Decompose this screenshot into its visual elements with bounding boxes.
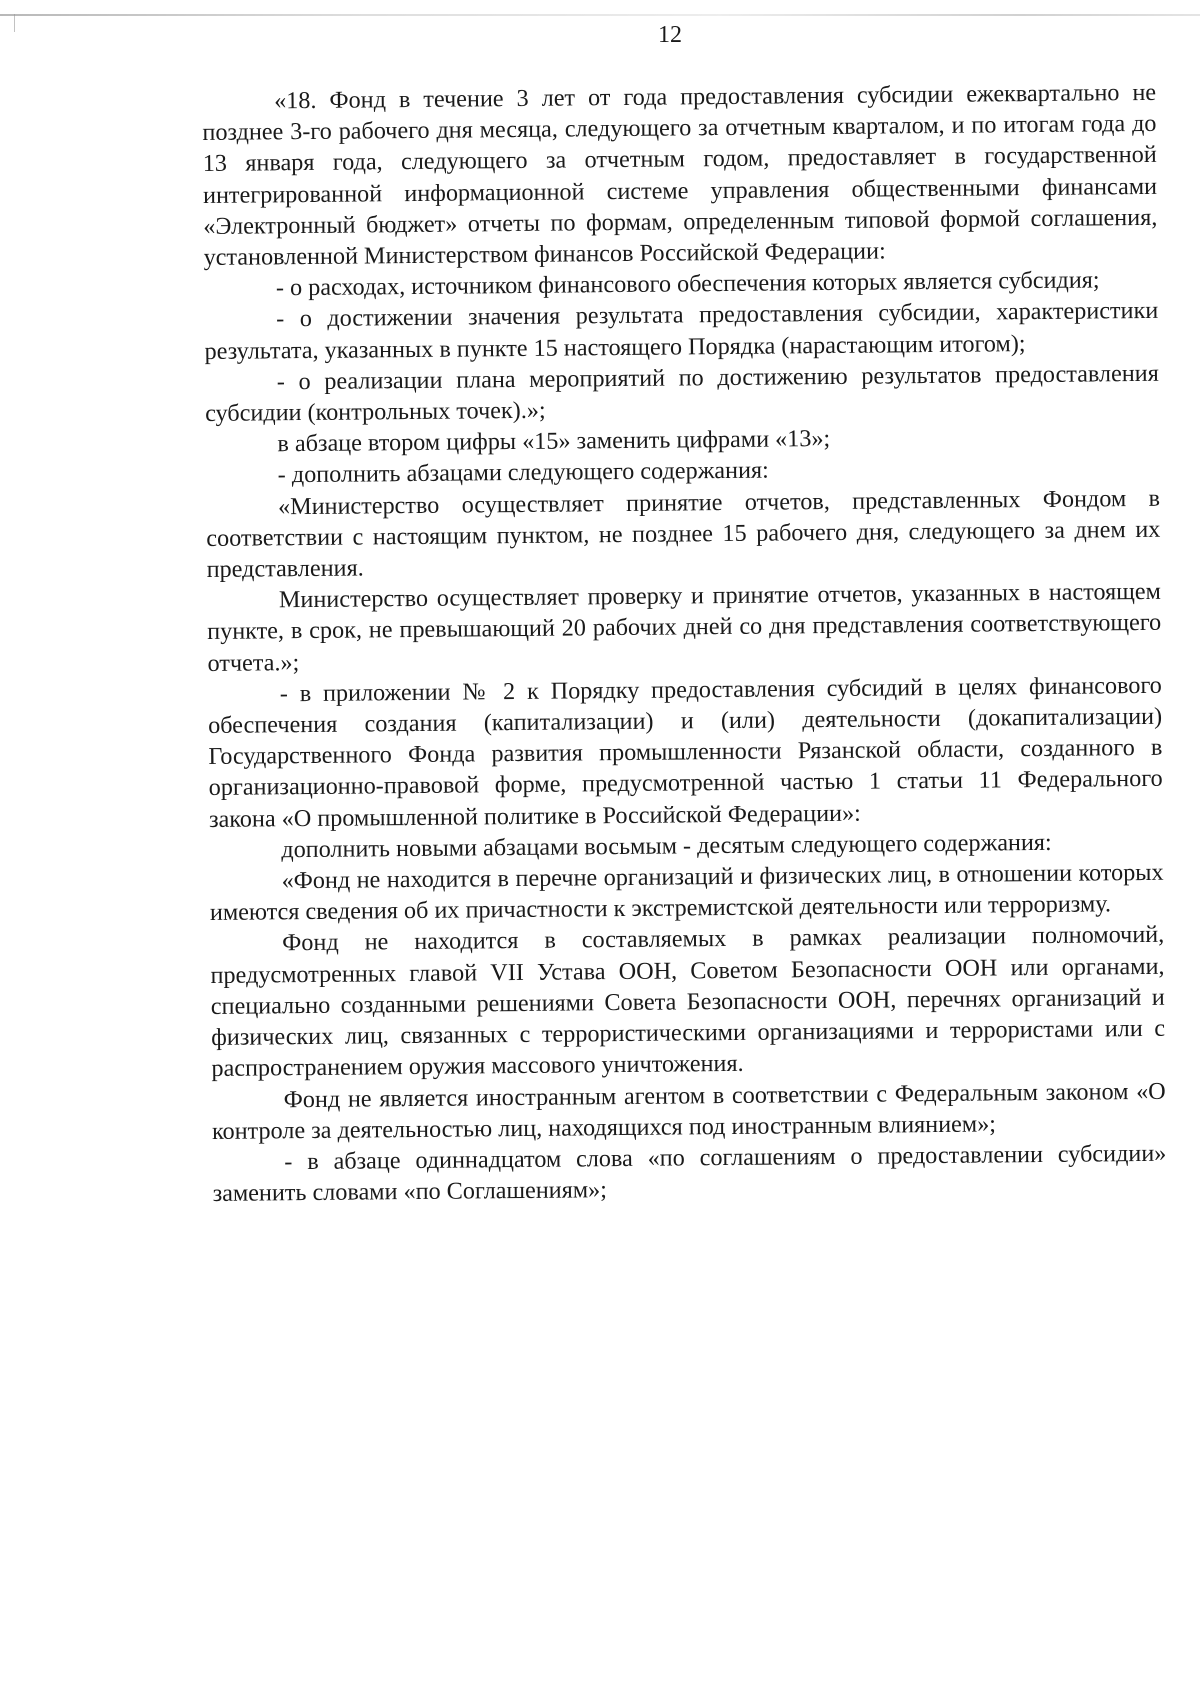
paragraph-eleventh-clause: - в абзаце одиннадцатом слова «по соглашениям о предоставлении субсидии» заменить словами «по Соглашениям»; (212, 1139, 1167, 1208)
paragraph-item-18-intro: «18. Фонд в течение 3 лет от года предоставления субсидии ежеквартально не позднее 3-го рабочего дня месяца, следующего за отчетным кварталом, и по итогам года до 13 января года, следующего за отчетным годом, предоставляет в государственной интегрированной информационной системе управления общественными финансами «Электронный бюджет» отчеты по формам, определенным типовой формой соглашения, установленной Министерством финансов Российской Федерации: (202, 78, 1158, 272)
paragraph-report-expenses: - о расходах, источником финансового обеспечения которых является субсидия; (275, 266, 1100, 302)
paragraph-report-plan: - о реализации плана мероприятий по достижению результатов предоставления субсидии (контрольных точек).»; (205, 359, 1159, 428)
paragraph-foreign-agent: Фонд не является иностранным агентом в соответствии с Федеральным законом «О контроле за деятельностью лиц, находящихся под иностранным влиянием»; (211, 1077, 1166, 1145)
paragraph-replace-digits: в абзаце втором цифры «15» заменить цифрами «13»; (277, 425, 831, 458)
paragraph-report-result: - о достижении значения результата предоставления субсидии, характеристики результата, указанных в пункте 15 настоящего Порядка (нарастающим итогом); (204, 297, 1159, 365)
paragraph-appendix-2: - в приложении № 2 к Порядку предоставления субсидий в целях финансового обеспечения создания (капитализации) и (или) деятельности (докапитализации) Государственного Фонда развития промышленности Рязанской области, созданного в организационно-правовой форме, предусмотренной частью 1 статьи 11 Федерального закона «О промышленной политике в Российской Федерации»: (208, 671, 1163, 833)
scan-edge-top (0, 14, 1200, 16)
paragraph-ministry-acceptance: «Министерство осуществляет принятие отчетов, представленных Фондом в соответствии с настоящим пунктом, не позднее 15 рабочего дня, следующего за днем их представления. (206, 484, 1161, 584)
paragraph-ministry-verification: Министерство осуществляет проверку и принятие отчетов, указанных в настоящем пункте, в срок, не превышающий 20 рабочих дней со дня представления соответствующего отчета.»; (207, 578, 1162, 677)
paragraph-add-clauses: - дополнить абзацами следующего содержания: (277, 457, 769, 489)
paragraph-un-lists: Фонд не находится в составляемых в рамках реализации полномочий, предусмотренных главой VII Устава ООН, Советом Безопасности ООН или органами, специально созданными решениями Совета Безопасности ООН, перечнях организаций и физических лиц, связанных с террористическими организациями и террористами или с распространением оружия массового уничтожения. (210, 921, 1166, 1083)
page-number: 12 (658, 22, 682, 48)
paragraph-add-new-clauses: дополнить новыми абзацами восьмым - десятым следующего содержания: (281, 828, 1052, 864)
document-body (202, 77, 1167, 1209)
paragraph-extremism: «Фонд не находится в перечне организаций и физических лиц, в отношении которых имеются сведения об их причастности к экстремистской деятельности или терроризму. (209, 858, 1164, 927)
